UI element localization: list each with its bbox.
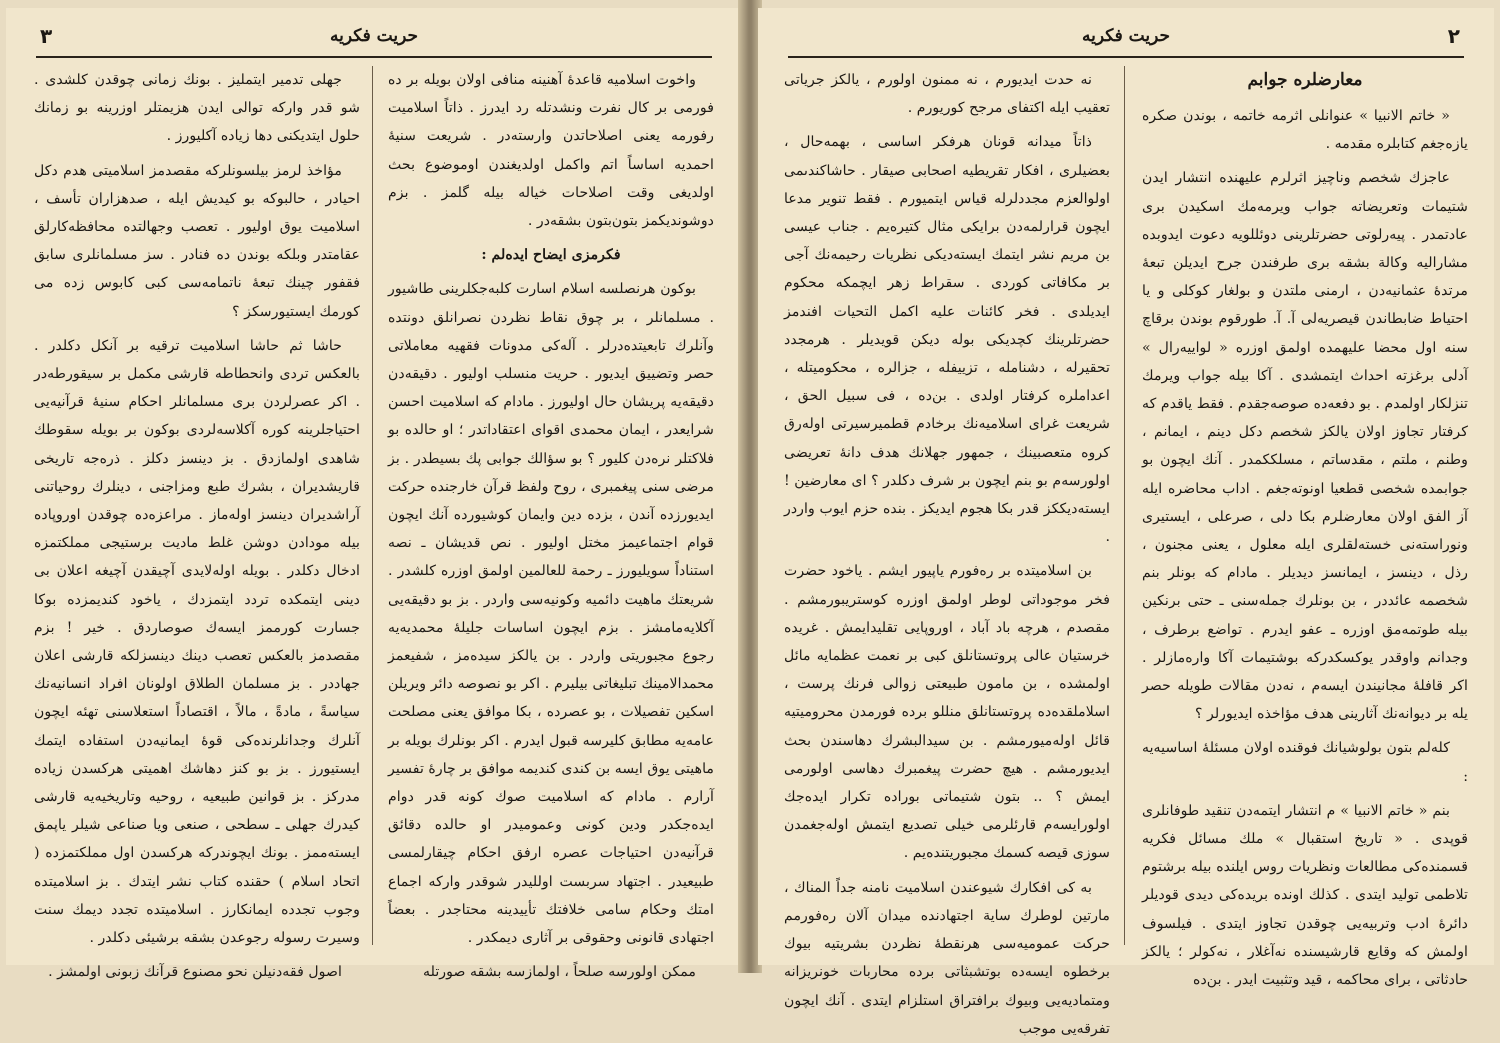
paragraph: ذاتاً ميدانه قونان هرفكر اساسى ، بهمه‌حال ، بعضيلرى ، افكار تقريطيه اصحابى صيقار . حاشاكندىمى اولوالعزم مجددلرله قياس ايتميورم . فقط تنوير مدعا ايچون قرارلمه‌دن برايكى مثال كتيرەيم . جناب عيسى بن مريم نشر ايتمك ايسته‌ديكى نظريات رحيمه‌نك آجى بر مكافاتى كوردى . سقراط زهر ايچمكه محكوم ايديلدى . فخر كائنات عليه اكمل التحيات افندمز حضرتلرينك كچديكى بوله ديكن قويديلر . هرمجدد تحقيرله ، دشنامله ، تزييفله ، جزالره ، محكوميتله ، اعداملره كرفتار اولدى . بن‌ده ، فى سبيل الحق ، شريعت غراى اسلاميه‌نك برخادم قطميرسيرتى اولەرق كروه متعصبينك ، جمهور جهلانك هدف دانهٔ تعريضى اولورسەم بو بنم ايچون بر شرف دكلدر ؟ اى معارضين ! ايسته‌ديككز قدر بكا هجوم ايديكز . بنده حزم ايوب واردر . [784, 134, 1110, 546]
text-column-left [34, 66, 360, 981]
section-subheading: فكرمزى ايضاح ايدەلم : [481, 247, 621, 264]
column-divider [1124, 66, 1125, 945]
paragraph: حاشا ثم حاشا اسلاميت ترقيه بر آنكل دكلدر . بالعكس تردى وانحطاطه قارشى مكمل بر سيقورطه‌در . اكر عصرلردن برى مسلمانلر احكام سنيهٔ قرآنيه‌يى احتياجلرينه كوره آكلاسه‌لردى بوكون بر بويله سقوطك شاهدى اولمازدق . بز دينسز دكلز . ذره‌جه تاريخى قاريشديران ، بشرك طبع ومزاجنى ، دينلرك روحياتنى آراشديران دينسز اولەماز . مراعزه‌ده چوقدن اوروپاده بيله مودادن دوشن غلط ماديت برستيجى مملكتمزه ادخال دكلدر . بويله اولەلايدى آچيقدن آچيغه اعلان بى دينى ايتمكده تردد ايتمزدك ، ياخود كنديمزده بوكا جسارت كورممز ايسەك صوصاردق . خير ! بزم مقصدمز بالعكس تعصب دينك دينسزلكه قارشى اعلان جهاددر . بز مسلمان الطلاق اولونان افراد انسانيه‌نك سياسةً ، مادةً ، مالاً ، اقتصاداً استعلاسنى تهئه ايچون آنلرك وجدانلرنده‌كى قوهٔ ايمانيه‌دن استفاده ايتمك ايستيورز . بز بو كنز دهاشك اهميتى هركسدن زياده مدركز . بز قوانين طبيعيه ، روحيه وتاريخيه‌يه قارشى كيدرك جهلى ـ سطحى ، صنعى ويا صناعى شيلر ياپمق ايستەممز . بونك ايچوندركه هركسدن اول مملكتمزده ( اتحاد اسلام ) حقنده كتاب نشر ايتدك . بز اسلاميتده وجوب تجدده ايمانكارز . اسلاميتده تجدد ديمك سنت وسيرت رسوله رجوعدن بشقه برشيئى دكلدر . [34, 337, 360, 947]
paragraph: كلەلم بتون بولوشيانك فوقنده اولان مسئلهٔ اساسيه‌يه : [1142, 740, 1468, 785]
page-number: ٣ [40, 24, 53, 48]
text-column-right [388, 66, 714, 981]
page-header [36, 22, 712, 58]
page-header [788, 22, 1464, 58]
right-page [758, 8, 1494, 1037]
article-heading: معارضلره جوابم [1247, 70, 1363, 90]
page-number: ٢ [1447, 24, 1460, 48]
paragraph: ممكن اولورسه صلحاً ، اولمازسه بشقه صورتله [423, 964, 696, 981]
left-page [6, 8, 742, 981]
paragraph: نه حدت ايديورم ، نه ممنون اولورم ، يالكز جرياتى تعقيب ايله اكتفاى مرجح كوريورم . [784, 72, 1110, 117]
running-title: حريت فكريه [1082, 26, 1170, 46]
paragraph: بە كى افكارك شيوعندن اسلاميت نامنه جداً المناك ، مارتين لوطرك ساية اجتهادنده ميدان آلان رەفورمم حركت عموميه‌سى هرنقطهٔ نظردن بشريتيه بيوك برخطوه ايسه‌ده بوتشبثاتى برده محاربات خونريزانه ومتماديه‌يى وبيوك برافتراق استلزام ايتدى . آنك ايچون تفرقه‌يى موجب [784, 879, 1110, 1037]
paragraph: مؤاخذ لرمز بيلسونلركه مقصدمز اسلاميتى هدم دكل احيادر ، حالبوكه بو كيديش ايله ، صدهزاران تأسف ، اسلاميت يوق اوليور . تعصب وجهالتده محافظه‌كارلق عقامتدر وبلكه بوندن ده فنادر . سز مسلمانلرى سابق فقفور چينك تبعهٔ ناتمامه‌سى كبى كابوس زده مى كورمك ايستيورسكز ؟ [34, 162, 360, 320]
paragraph: « خاتم الانبيا » عنوانلى اثرمه خاتمه ، بوندن صكره يازه‌جغم كتابلره مقدمه . [1142, 108, 1468, 153]
text-column-left [784, 66, 1110, 1037]
paragraph: عاجزك شخصم وناچيز اثرلرم عليهنده انتشار ايدن شتيمات وتعريضاته جواب ويرمەمك اسكيدن برى عادتمدر . پيه‌رلوتى حضرتلرينى دوئللويه دعوت ايدوبده مشاراليه وكالة بشقه برى طرفندن جرح ايديلن تبعهٔ مرتدهٔ عثمانيه‌دن ، ارمنى ملتدن و بولغار كوكلى و يا احتياط ضابطاندن قيصريه‌لى آ. آ. طورقوم بوندن برقاچ سنه اول محضا عليهمده اولمق اوزره « لواييه‌رال » آدلى برغزته احداث ايتمشدى . آكا بيله جواب ويرمك تنزلكار اولمدم . بو دفعه‌ده صوصه‌جقدم . فقط ياقدم كه كرفتار تجاوز اولان يالكز شخصم دكل دينم ، ايمانم ، وطنم ، ملتم ، مقدساتم ، مسلككمدر . آنك ايچون بو جوابمده شخصى قطعيا اونوته‌جغم . اداب محاضره ايله آز الفق اولان معارضلرم بكا دلى ، صرعلى ، ايستيرى ونوراستەنى خسته‌لقلرى ايله معلول ، يعنى مجنون ، رذل ، دينسز ، ايمانسز ديديلر . مادام كه بونلر بنم شخصمه عائددر ، بن بونلرك جمله‌سنى ـ حتى برنكين بيله طوتمەمق اوزره ـ عفو ايدرم . تواضع برطرف ، وجدانم واوقدر يوكسكدركه بوشتيمات آكا وارەمازلر . اكر قافلهٔ مجانيندن ايسه‌م ، نه‌دن مقالات طويله حصر يله بر ديوانه‌نك آثارينى هدف مؤاخذه ايديورلر ؟ [1142, 170, 1468, 723]
paragraph: اصول فقه‌دنيلن نحو مصنوع قرآنك زبونى اولمشز . [48, 964, 342, 981]
text-column-right [1142, 66, 1468, 989]
paragraph: جهلى تدمير ايتمليز . بونك زمانى چوقدن كلشدى . شو قدر واركه توالى ايدن هزيمتلر اوزرينه بو زمانك حلول ايتديكنى دها زياده آكليورز . [34, 72, 360, 145]
paragraph: بنم « خاتم الانبيا » م انتشار ايتمه‌دن تنقيد طوفانلرى قوپدى . « تاريخ استقبال » ملك مسائل فكريه قسمنده‌كى مطالعات ونظريات روس ايلنده بيله برشتوم تلاطمى توليد ايتدى . كذلك اونده بريده‌كى ديدى قوديلر دائرهٔ ادب وتربيه‌يى چوقدن تجاوز ايتدى . فيلسوف اولمش كه وقايع قارشيسنده نه‌آغلار ، نه‌كولر ؛ يالكز حادثاتى ، براى محاكمه ، قيد وتثبيت ايدر . بن‌ده [1142, 802, 1468, 989]
paragraph: بوكون هرنصلسه اسلام اسارت كلبه‌جكلرينى طاشيور . مسلمانلر ، بر چوق نقاط نظردن نصرانلق دونتده وآنلرك تابعيتده‌درلر . آلەكى مدونات فقهيه معاملاتى حصر وتضييق ايديور . حريت منسلب اوليور . دقيقه‌دن دقيقه‌يه پريشان حال اوليورز . مادام كه اسلاميت احسن شرايعدر ، ايمان محمدى اقواى اعتقاداتدر ؛ او حالده بو فلاكتلر نره‌دن كليور ؟ بو سؤالك جوابى پك بسيطدر . بز مرضى سنى پيغمبرى ، روح ولفظ قرآن خارجنده حركت ايديورزده آندن ، بزده دين وايمان كوشيورده آنك ايچون قوام اجتماعيمز مختل اوليور . نص قديشان ـ نصه استناداً سويليورز ـ رحمة للعالمين اولمق اوزره كلشدر . شريعتك ماهيت دائميه وكونيه‌سى واردر . بز بو دقيقه‌يى آكلايه‌مامشز . بزم ايچون اساسات جليلهٔ محمديه‌يه رجوع مجبوريتى واردر . بن يالكز سيده‌مز ، شفيعمز محمدالامينك تبليغاتى بيليرم . اكر بو نصوصه دائر ويريلن اسكين تفصيلات ، بو عصرده ، بكا موافق يعنى مصلحت عامه‌يه مطابق كليرسه قبول ايدرم . اكر بونلرك بويله بر ماهيتى يوق ايسه بن كندى كنديمه موافق بر چارهٔ تفسير آرارم . مادام كه اسلاميت صوك كونه قدر دوام ايده‌جكدر ودين كونى وعمومیدر او حالده دقائق قرآنيه‌دن احتياجات عصره ارفق احكام چيقارلمسى طبيعيدر . اجتهاد سربست اوللیدر شوقدر واركه اجماع امتك وحكام سامى خلافتك تأييدينه محتاجدر . بعضاً اجتهادى قانونى وحقوقى بر آثارى ديمكدر . [388, 281, 714, 947]
paragraph: بن اسلاميتده بر رەفورم ياپيور ايشم . ياخود حضرت فخر موجوداتى لوطر اولمق اوزره كوستريبورمشم . مقصدم ، هرچه باد آباد ، اوروپايى تقليدايمش . غريده خرستيان عالى پروتستانلق كبى بر نعمت عظمايه مائل اولمشده ، بن مامون طبيعتى زوالى فرنك پرست ، اسلاملقده‌ده پروتستانلق منللو برده فورمدن محرومیتيه قائل اوله‌ميورمشم . بن سيدالبشرك دهاسندن بحث ايديورمشم . هيچ حضرت پيغمبرك دهاسى اولورمى ايمش ؟ .. بتون شتيماتى بوراده تكرار ايده‌جك اولورايسه‌م قارئلرمى خيلى تصديع ايتمش اوله‌جغمدن سوزى قيصه كسمك مجبوريتنده‌يم . [784, 563, 1110, 862]
paragraph: واخوت اسلاميه قاعدهٔ آهنينه منافى اولان بويله بر ده فورمى بر كال نفرت ونشدتله رد ايدرز . ذاتاً اسلاميت رفورمه يعنى اصلاحاتدن وارسته‌در . شريعت سنيهٔ احمديه اساساً اتم واكمل اولديغندن اوموضوع بحث اولديغى وقت اصلاحات خياله بيله گلمز . بزم دوشونديكمز بتون‌بتون بشقه‌در . [388, 72, 714, 230]
column-divider [372, 66, 373, 945]
running-title: حريت فكريه [330, 26, 418, 46]
